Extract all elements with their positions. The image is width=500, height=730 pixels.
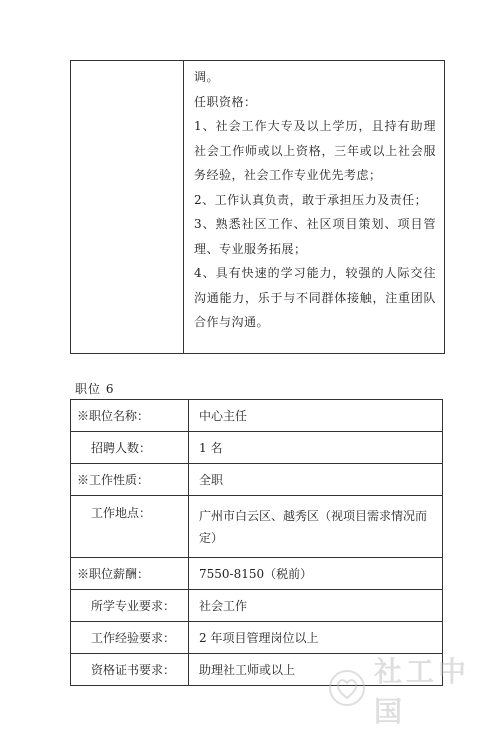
table-row [71, 590, 443, 622]
table-row [71, 622, 443, 654]
field-label: ※工作性质： [71, 464, 189, 496]
field-label: 工作地点： [71, 496, 189, 558]
table-row [71, 464, 443, 496]
qualification-item: 2、工作认真负责，敢于承担压力及责任； [194, 192, 428, 207]
field-value: 全职 [189, 464, 443, 496]
field-label: 所学专业要求： [71, 590, 189, 622]
qualifications-heading: 任职资格： [194, 94, 257, 109]
field-value: 助理社工师或以上 [189, 654, 443, 686]
field-label: 招聘人数： [71, 432, 189, 464]
continuation-line: 调。 [194, 70, 220, 84]
field-value: 1 名 [189, 432, 443, 464]
qualification-item: 4、具有快速的学习能力，较强的人际交往沟通能力，乐于与不同群体接触，注重团队合作与沟通。 [194, 266, 436, 329]
continuation-content-cell [184, 61, 445, 354]
table-row [71, 558, 443, 590]
watermark [328, 650, 500, 730]
field-value: 广州市白云区、越秀区（视项目需求情况而定） [189, 496, 443, 558]
field-value: 7550-8150（税前） [189, 558, 443, 590]
field-value: 社会工作 [189, 590, 443, 622]
field-value: 中心主任 [189, 400, 443, 432]
field-label: 工作经验要求： [71, 622, 189, 654]
continuation-row [71, 61, 445, 354]
qualification-item: 3、熟悉社区工作、社区项目策划、项目管理、专业服务拓展； [194, 217, 436, 256]
field-label: ※职位名称： [71, 400, 189, 432]
position-table [70, 399, 443, 686]
watermark-text: 社工中国 [374, 655, 471, 728]
table-row [71, 496, 443, 558]
table-row [71, 432, 443, 464]
field-label: ※职位薪酬： [71, 558, 189, 590]
continuation-label-cell [71, 61, 184, 354]
continuation-table [70, 60, 445, 354]
field-value: 2 年项目管理岗位以上 [189, 622, 443, 654]
position-title: 职位 6 [75, 382, 115, 396]
table-row [71, 400, 443, 432]
qualification-item: 1、社会工作大专及以上学历，且持有助理社会工作师或以上资格，三年或以上社会服务经验，社会工作专业优先考虑； [194, 119, 436, 182]
heart-logo-icon [328, 669, 366, 711]
field-label: 资格证书要求： [71, 654, 189, 686]
